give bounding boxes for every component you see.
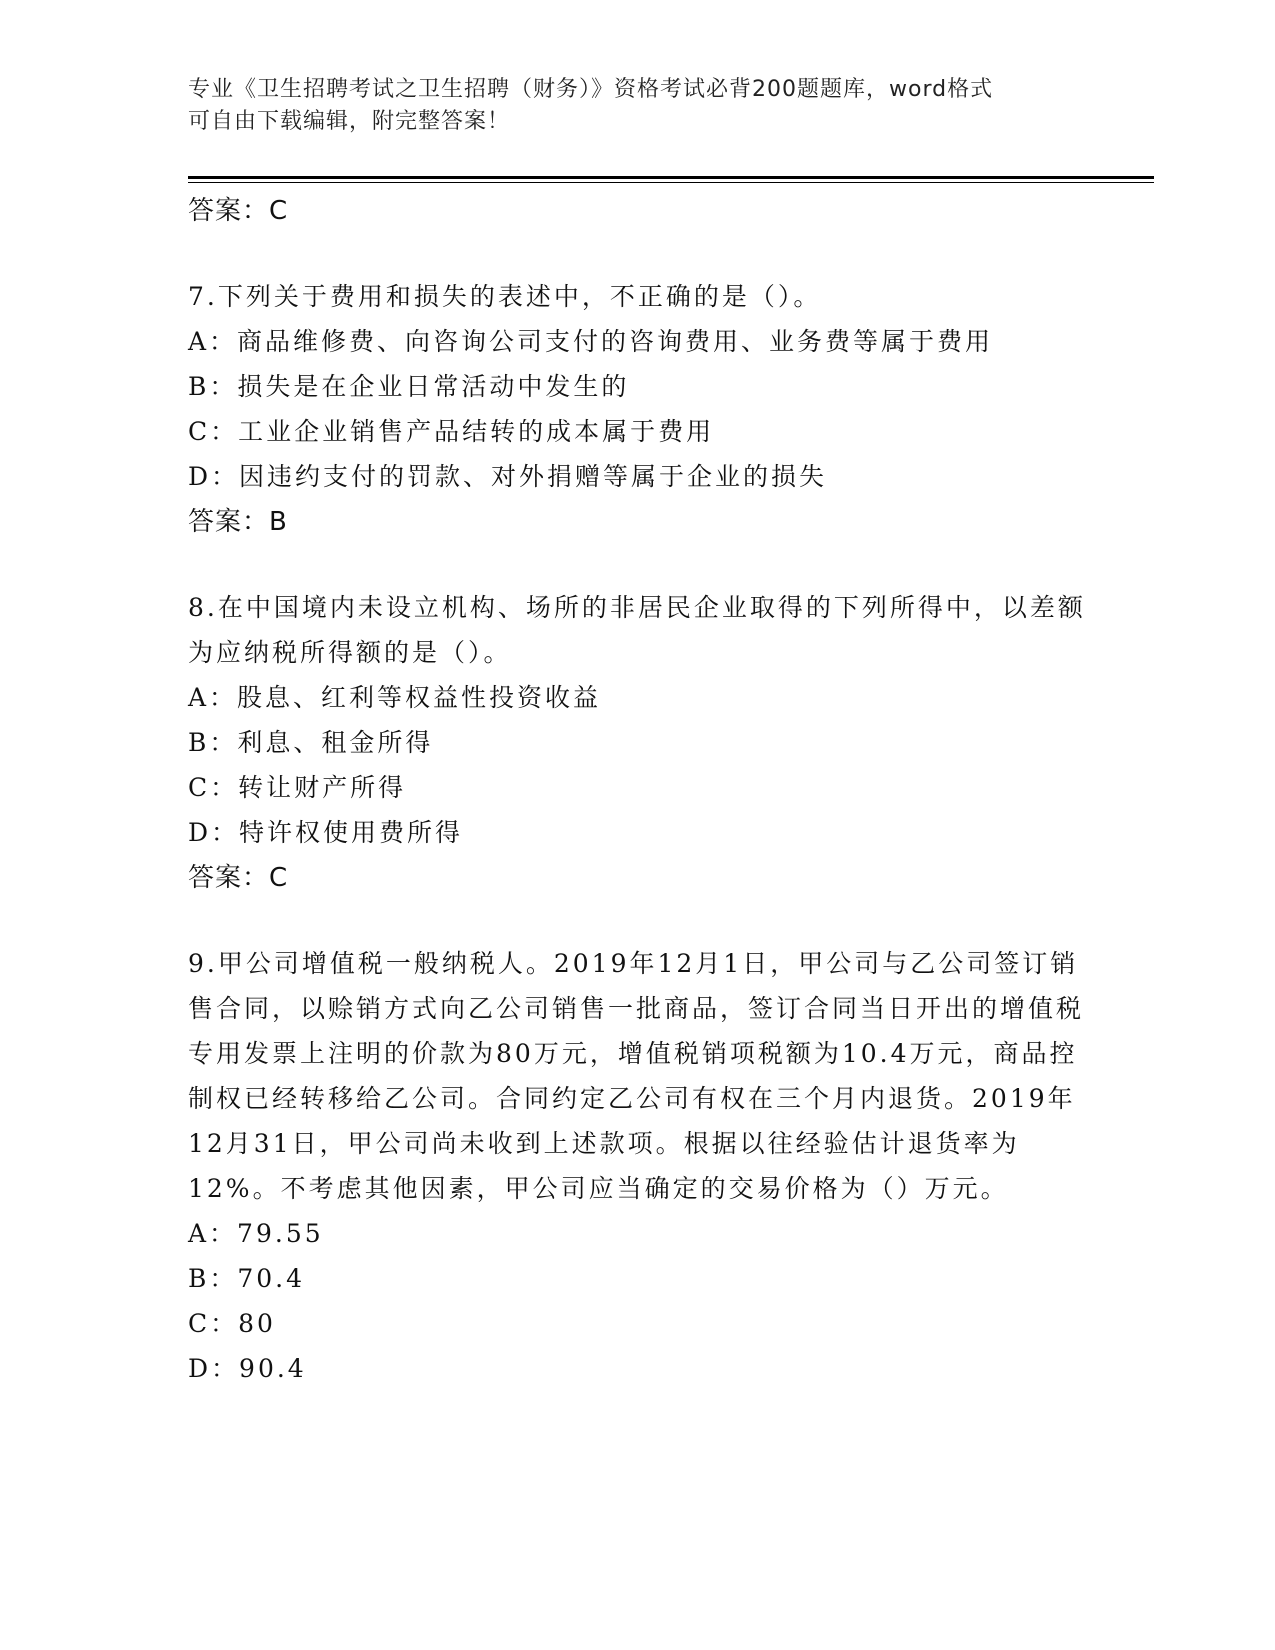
option-d: D：90.4 [188,1354,307,1383]
question-text: 8.在中国境内未设立机构、场所的非居民企业取得的下列所得中，以差额为应纳税所得额的是（）。 [188,593,1086,667]
question-text: 9.甲公司增值税一般纳税人。2019年12月1日，甲公司与乙公司签订销售合同，以赊销方式向乙公司销售一批商品，签订合同当日开出的增值税专用发票上注明的价款为80万元，增值税销项税额为10.4万元，商品控制权已经转移给乙公司。合同约定乙公司有权在三个月内退货。2019年12月31日，甲公司尚未收到上述款项。根据以往经验估计退货率为12%。不考虑其他因素，甲公司应当确定的交易价格为（）万元。 [188,949,1085,1203]
option-b: B：利息、租金所得 [188,728,434,757]
option-c: C：工业企业销售产品结转的成本属于费用 [188,417,715,446]
question-7 [188,274,1088,545]
option-c: C：转让财产所得 [188,773,407,802]
answer: 答案：B [188,507,288,537]
header-rule-thick [188,176,1154,179]
option-d: D：特许权使用费所得 [188,818,464,847]
document-header [188,74,1068,138]
option-b: B：损失是在企业日常活动中发生的 [188,372,630,401]
question-9 [188,941,1088,1391]
option-a: A：股息、红利等权益性投资收益 [188,683,602,712]
question-text: 7.下列关于费用和损失的表述中，不正确的是（）。 [188,282,822,311]
question-8 [188,585,1088,901]
option-c: C：80 [188,1309,276,1338]
previous-answer: 答案：C [188,196,289,226]
document-body [188,188,1088,1431]
option-a: A：79.55 [188,1219,324,1248]
option-a: A：商品维修费、向咨询公司支付的咨询费用、业务费等属于费用 [188,327,994,356]
option-b: B：70.4 [188,1264,306,1293]
option-d: D：因违约支付的罚款、对外捐赠等属于企业的损失 [188,462,828,491]
header-line-1: 专业《卫生招聘考试之卫生招聘（财务）》资格考试必背200题题库，word格式 [188,77,994,102]
answer: 答案：C [188,863,289,893]
header-line-2: 可自由下载编辑，附完整答案！ [188,109,511,134]
header-rule-thin [188,182,1154,183]
